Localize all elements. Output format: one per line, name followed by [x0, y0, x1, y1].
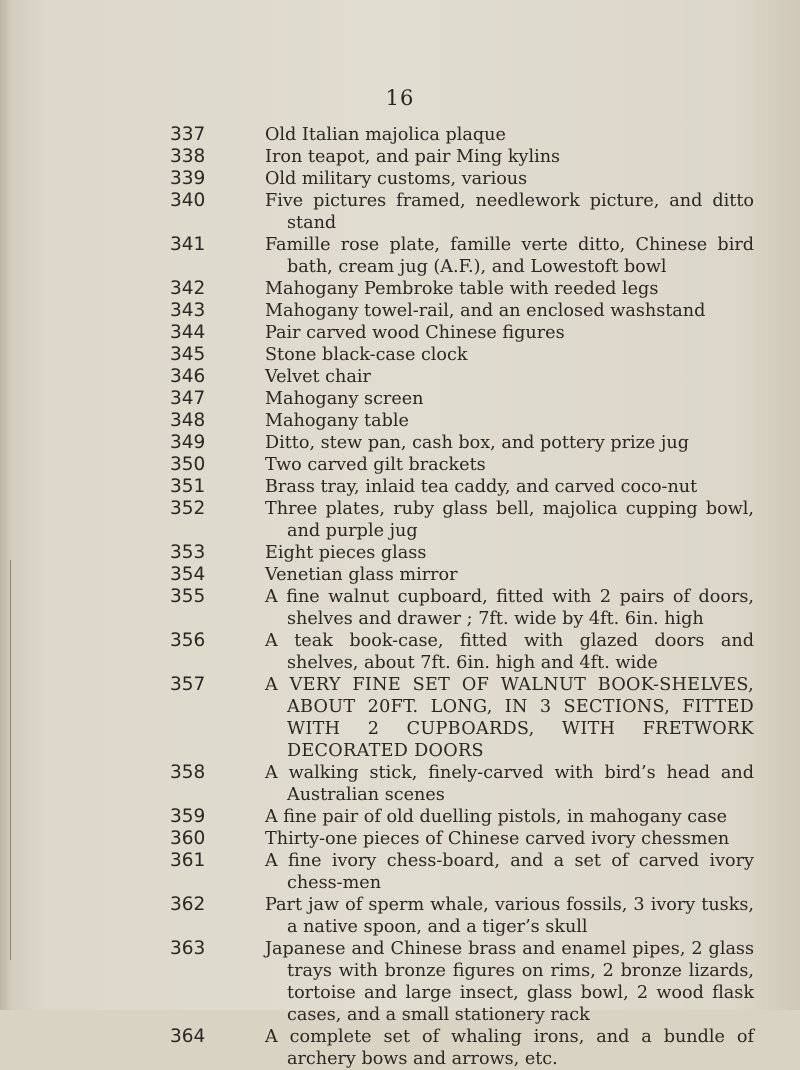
lot-description: A complete set of whaling irons, and a bundle of archery bows and arrows, etc. [265, 1027, 754, 1069]
lot-number: 350 [170, 454, 206, 475]
lot-description: Stone black-case clock [265, 345, 468, 365]
lot-entry [0, 190, 800, 234]
lot-number: 339 [170, 168, 206, 189]
lot-entry [0, 674, 800, 762]
lot-description: Iron teapot, and pair Ming kylins [265, 147, 561, 167]
lot-number: 362 [170, 894, 206, 915]
lot-description: Mahogany table [265, 411, 409, 431]
lot-number: 345 [170, 344, 206, 365]
lot-number: 348 [170, 410, 206, 431]
lot-entry [0, 278, 800, 300]
lot-description: Mahogany Pembroke table with reeded legs [265, 279, 659, 299]
lot-entry [0, 388, 800, 410]
lot-description: Old military customs, various [265, 169, 528, 189]
lot-description: Venetian glass mirror [265, 565, 458, 585]
lot-entry [0, 168, 800, 190]
lot-entry [0, 498, 800, 542]
lot-number: 363 [170, 938, 206, 959]
lot-number: 351 [170, 476, 206, 497]
lot-entry [0, 1026, 800, 1070]
lot-description: Japanese and Chinese brass and enamel pipes, 2 glass trays with bronze figures on rims, 2 bronze lizards, tortoise and large insect, glass bowl, 2 wood flask cases, and a small stationery rack [265, 939, 754, 1025]
lot-description: Brass tray, inlaid tea caddy, and carved coco-nut [265, 477, 698, 497]
lot-entry [0, 828, 800, 850]
lot-description: Eight pieces glass [265, 543, 427, 563]
lot-description: Mahogany towel-rail, and an enclosed washstand [265, 301, 706, 321]
lot-entry [0, 938, 800, 1026]
lot-entry [0, 344, 800, 366]
lot-entry [0, 322, 800, 344]
lot-number: 358 [170, 762, 206, 783]
lot-number: 353 [170, 542, 206, 563]
lot-description: Two carved gilt brackets [265, 455, 486, 475]
lot-number: 361 [170, 850, 206, 871]
lot-description: Part jaw of sperm whale, various fossils, 3 ivory tusks, a native spoon, and a tiger’s skull [265, 895, 754, 937]
lot-number: 360 [170, 828, 206, 849]
lot-description: Ditto, stew pan, cash box, and pottery prize jug [265, 433, 689, 453]
lot-entry [0, 476, 800, 498]
lot-description: A teak book-case, fitted with glazed doors and shelves, about 7ft. 6in. high and 4ft. wide [265, 631, 754, 673]
lot-entry [0, 124, 800, 146]
lot-number: 344 [170, 322, 206, 343]
lot-number: 338 [170, 146, 206, 167]
lot-number: 340 [170, 190, 206, 211]
lot-number: 346 [170, 366, 206, 387]
lot-description: A walking stick, finely-carved with bird’s head and Australian scenes [265, 763, 754, 805]
lot-description: Famille rose plate, famille verte ditto, Chinese bird bath, cream jug (A.F.), and Lowestoft bowl [265, 235, 754, 277]
page-number: 16 [385, 86, 415, 110]
lot-entry [0, 300, 800, 322]
lot-number: 364 [170, 1026, 206, 1047]
lot-description: Five pictures framed, needlework picture, and ditto stand [265, 191, 754, 233]
lot-entry [0, 586, 800, 630]
lot-entry [0, 806, 800, 828]
lot-description: Old Italian majolica plaque [265, 125, 506, 145]
lot-number: 357 [170, 674, 206, 695]
lot-description: Mahogany screen [265, 389, 424, 409]
lot-description: Three plates, ruby glass bell, majolica cupping bowl, and purple jug [265, 499, 754, 541]
lot-entry [0, 630, 800, 674]
lot-number: 352 [170, 498, 206, 519]
lot-entry [0, 146, 800, 168]
lot-description: A fine walnut cupboard, fitted with 2 pairs of doors, shelves and drawer ; 7ft. wide by 4ft. 6in. high [265, 587, 754, 629]
lot-entry [0, 850, 800, 894]
lot-number: 356 [170, 630, 206, 651]
lot-entry [0, 366, 800, 388]
lot-entry [0, 564, 800, 586]
lot-entry [0, 542, 800, 564]
lot-number: 343 [170, 300, 206, 321]
lot-number: 337 [170, 124, 206, 145]
lot-description: Velvet chair [265, 367, 371, 387]
lot-number: 355 [170, 586, 206, 607]
lot-number: 347 [170, 388, 206, 409]
lot-list [0, 124, 800, 1070]
lot-description: A fine ivory chess-board, and a set of carved ivory chess-men [265, 851, 754, 893]
lot-entry [0, 234, 800, 278]
lot-entry [0, 432, 800, 454]
lot-description: A fine pair of old duelling pistols, in mahogany case [265, 807, 728, 827]
lot-number: 354 [170, 564, 206, 585]
lot-entry [0, 762, 800, 806]
lot-number: 341 [170, 234, 206, 255]
lot-entry [0, 454, 800, 476]
lot-description: Thirty-one pieces of Chinese carved ivory chessmen [265, 829, 730, 849]
lot-number: 359 [170, 806, 206, 827]
lot-description: Pair carved wood Chinese figures [265, 323, 565, 343]
lot-number: 342 [170, 278, 206, 299]
lot-entry [0, 894, 800, 938]
lot-description: A VERY FINE SET OF WALNUT BOOK-SHELVES, ABOUT 20FT. LONG, IN 3 SECTIONS, FITTED WITH 2 CUPBOARDS, WITH FRETWORK DECORATED DOORS [265, 675, 754, 761]
lot-number: 349 [170, 432, 206, 453]
lot-entry [0, 410, 800, 432]
